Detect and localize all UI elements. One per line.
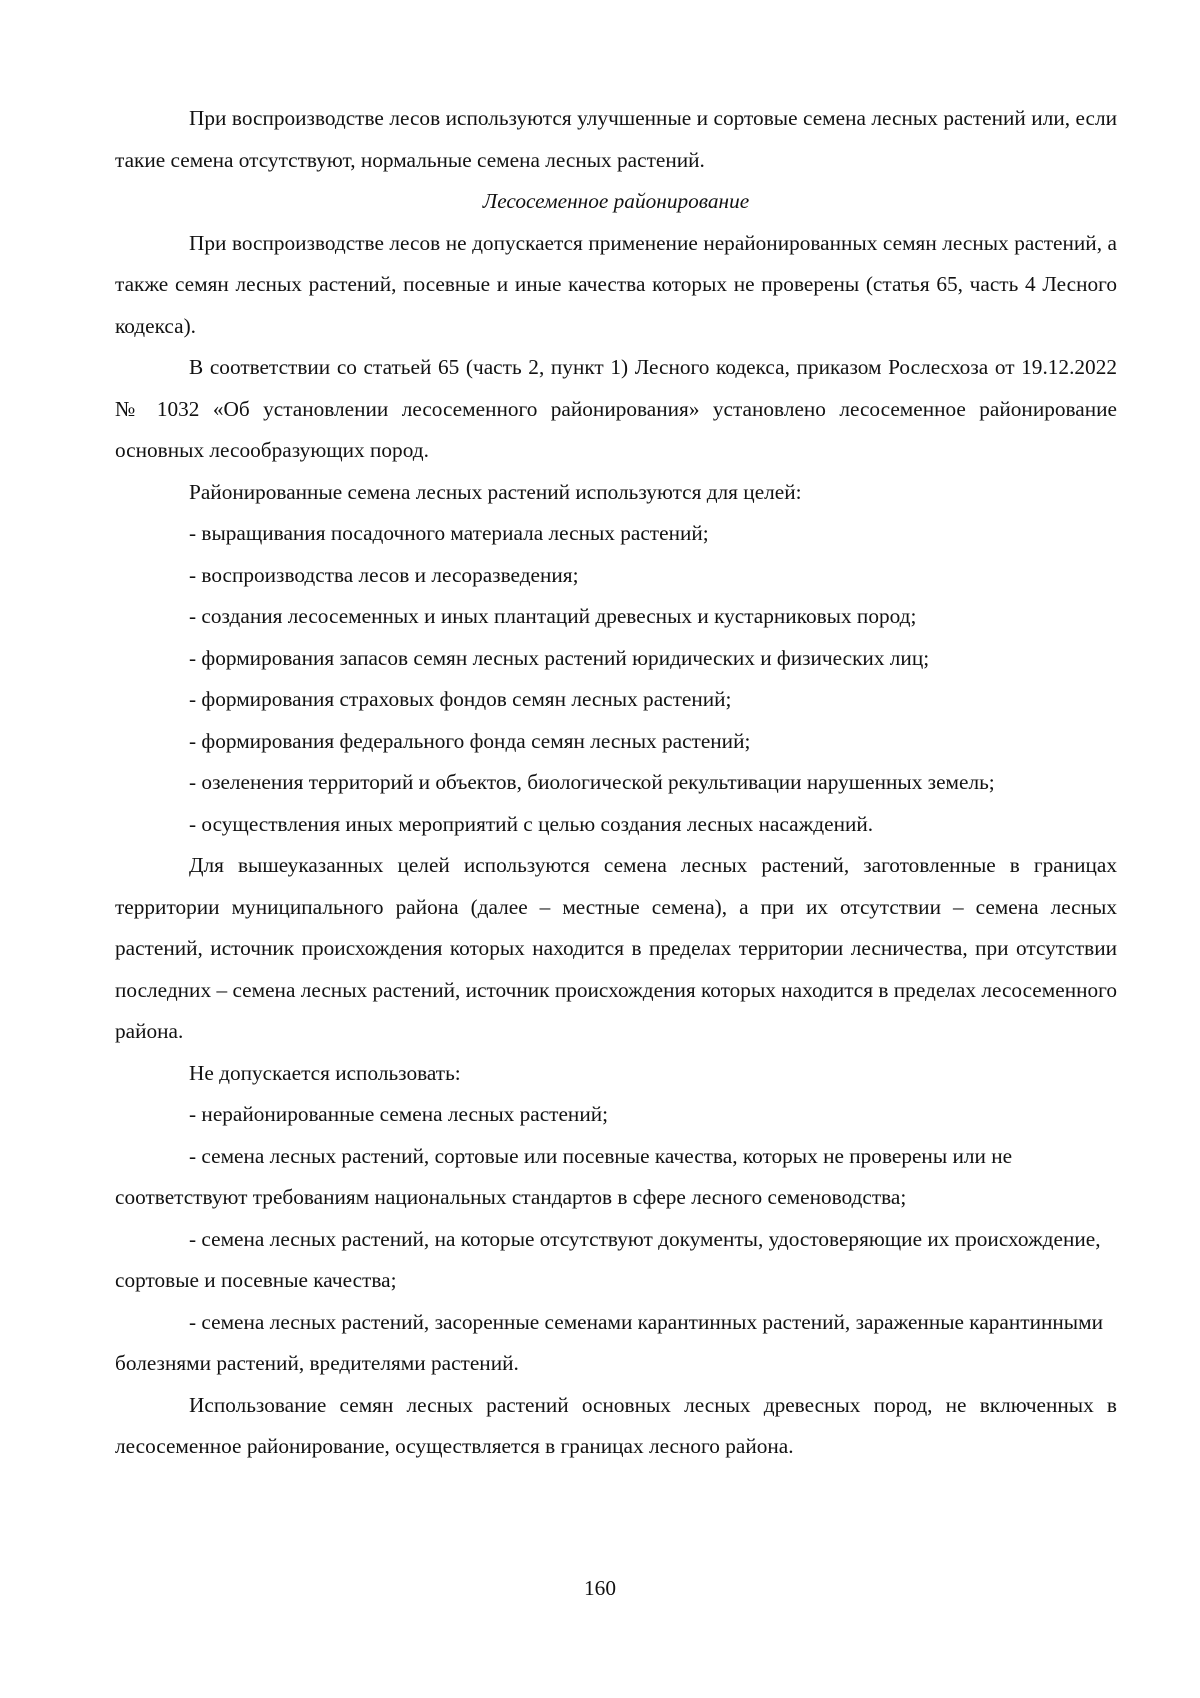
document-body bbox=[115, 98, 1117, 1468]
list-item: - семена лесных растений, засоренные семенами карантинных растений, зараженные карантинными болезнями растений, вредителями растений. bbox=[115, 1309, 1103, 1375]
paragraph-unzoned-seeds: При воспроизводстве лесов не допускается применение нерайонированных семян лесных растений, а также семян лесных растений, посевные и иные качества которых не проверены (статья 65, часть 4 Лесного кодекса). bbox=[115, 230, 1117, 338]
list-item: - формирования страховых фондов семян лесных растений; bbox=[189, 687, 732, 711]
purpose-list bbox=[115, 513, 1117, 845]
prohibited-list bbox=[115, 1094, 1117, 1385]
list-item: - семена лесных растений, на которые отсутствуют документы, удостоверяющие их происхождение, сортовые и посевные качества; bbox=[115, 1226, 1101, 1292]
section-heading: Лесосеменное районирование bbox=[482, 189, 750, 213]
paragraph-prohibited-intro: Не допускается использовать: bbox=[189, 1060, 461, 1085]
paragraph-non-zoned-use: Использование семян лесных растений основных лесных древесных пород, не включенных в лесосеменное районирование, осуществляется в границах лесного района. bbox=[115, 1392, 1117, 1458]
paragraph-seed-types: При воспроизводстве лесов используются улучшенные и сортовые семена лесных растений или, если такие семена отсутствуют, нормальные семена лесных растений. bbox=[115, 106, 1117, 172]
list-item: - осуществления иных мероприятий с целью создания лесных насаждений. bbox=[189, 811, 874, 836]
list-item: - выращивания посадочного материала лесных растений; bbox=[189, 521, 709, 545]
list-item: - семена лесных растений, сортовые или посевные качества, которых не проверены или не соответствуют требованиям национальных стандартов в сфере лесного семеноводства; bbox=[115, 1143, 1013, 1209]
list-item: - создания лесосеменных и иных плантаций древесных и кустарниковых пород; bbox=[189, 604, 917, 628]
list-item: - нерайонированные семена лесных растений; bbox=[189, 1102, 609, 1126]
page-number: 160 bbox=[584, 1576, 616, 1600]
list-item: - озеленения территорий и объектов, биологической рекультивации нарушенных земель; bbox=[189, 770, 995, 794]
list-item: - формирования федерального фонда семян лесных растений; bbox=[189, 728, 751, 753]
list-item: - формирования запасов семян лесных растений юридических и физических лиц; bbox=[189, 645, 930, 670]
list-item: - воспроизводства лесов и лесоразведения; bbox=[189, 562, 579, 587]
paragraph-zoning-order: В соответствии со статьей 65 (часть 2, пункт 1) Лесного кодекса, приказом Рослесхоза от 19.12.2022 № 1032 «Об установлении лесосеменного районирования» установлено лесосеменное районирование основных лесообразующих пород. bbox=[115, 355, 1117, 462]
paragraph-seed-sources: Для вышеуказанных целей используются семена лесных растений, заготовленные в границах территории муниципального района (далее – местные семена), а при их отсутствии – семена лесных растений, источник происхождения которых находится в пределах территории лесничества, при отсутствии последних – семена лесных растений, источник происхождения которых находится в пределах лесосеменного района. bbox=[115, 853, 1117, 1043]
paragraph-purposes-intro: Районированные семена лесных растений используются для целей: bbox=[189, 479, 802, 504]
